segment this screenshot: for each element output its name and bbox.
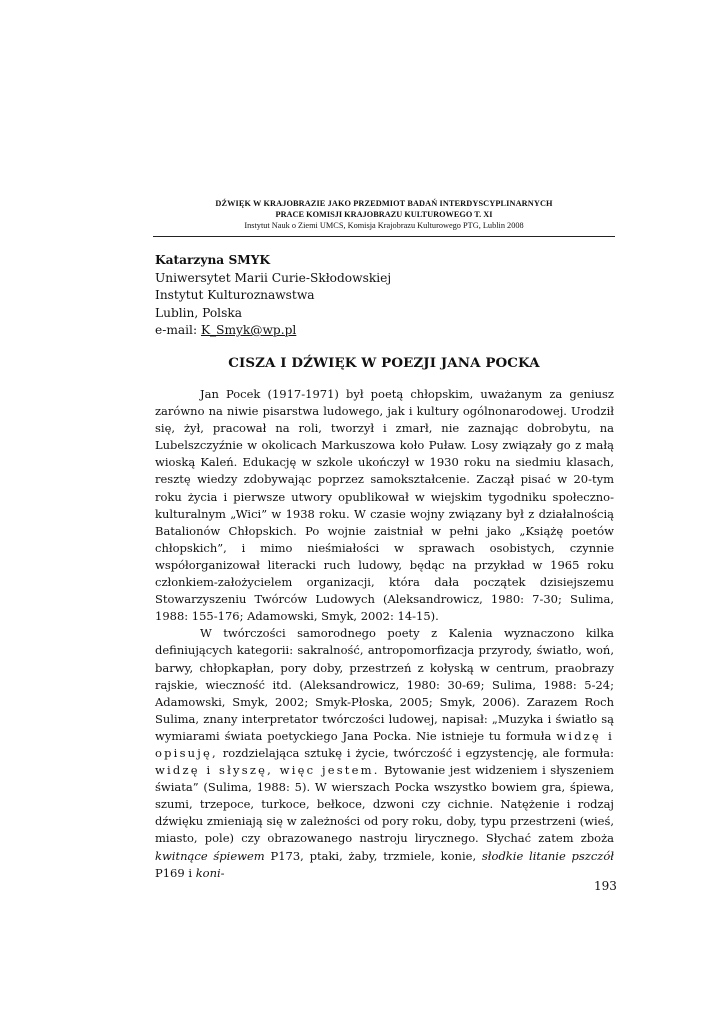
article-title: CISZA I DŹWIĘK W POEZJI JANA POCKA bbox=[228, 355, 540, 371]
paragraph-2-text-3: Bytowanie jest widzeniem i słyszeniem świata” (Sulima, 1988: 5). W wierszach Pocka wszystko bowiem gra, śpiewa, szumi, trzepoce, turkoce, bełkoce, dzwoni czy cichnie. Natężenie i rodzaj dźwięku zmieniają się w zależności od pory roku, doby, typu przestrzeni (wieś, miasto, pole) czy obrazowanego nastroju lirycznego. Słychać zatem zboża bbox=[155, 763, 614, 846]
author-university: Uniwersytet Marii Curie-Skłodowskiej bbox=[155, 270, 392, 285]
paragraph-2 bbox=[155, 625, 614, 881]
header-publisher: Instytut Nauk o Ziemi UMCS, Komisja Krajobrazu Kulturowego PTG, Lublin 2008 bbox=[244, 221, 524, 230]
author-location: Lublin, Polska bbox=[155, 305, 242, 320]
header-volume-title: DŹWIĘK W KRAJOBRAZIE JAKO PRZEDMIOT BADAŃ INTERDYSCYPLINARNYCH bbox=[215, 199, 553, 208]
header-series-title: PRACE KOMISJI KRAJOBRAZU KULTUROWEGO T. XI bbox=[275, 210, 493, 219]
paragraph-2-spaced-phrase-2: widzę i słyszę, więc jestem. bbox=[155, 763, 380, 778]
author-institute: Instytut Kulturoznawstwa bbox=[155, 288, 315, 302]
author-block bbox=[155, 252, 555, 340]
article-body bbox=[155, 386, 614, 882]
paragraph-2-text-2: rozdzielająca sztukę i życie, twórczość i egzystencję, ale formuła: bbox=[222, 745, 615, 760]
author-email-link[interactable]: K_Smyk@wp.pl bbox=[200, 323, 297, 337]
email-label: e-mail: bbox=[155, 323, 198, 337]
paragraph-1: Jan Pocek (1917-1971) był poetą chłopskim, uważanym za geniusz zarówno na niwie pisarstwa ludowego, jak i kultury ogólnonarodowej. Urodził się, żył, pracował na roli, tworzył i zmarł, nie zaznając dobrobytu, na Lubelszczyźnie w okolicach Markuszowa koło Puław. Losy związały go z małą wioską Kaleń. Edukację w szkole ukończył w 1930 roku na siedmiu klasach, resztę wiedzy zdobywając poprzez samokształcenie. Zaczął pisać w 20-tym roku życia i pierwsze utwory opublikował w wiejskim tygodniku społeczno-kulturalnym „Wici” w 1938 roku. W czasie wojny związany był z działalnością Batalionów Chłopskich. Po wojnie zaistniał w pełni jako „Książę poetów chłopskich”, i mimo nieśmiałości w sprawach osobistych, czynnie współorganizował literacki ruch ludowy, będąc na przykład w 1965 roku członkiem-założycielem organizacji, która dała początek dzisiejszemu Stowarzyszeniu Twórców Ludowych (Aleksandrowicz, 1980: 7-30; Sulima, 1988: 155-176; Adamowski, Smyk, 2002: 14-15). bbox=[155, 387, 614, 624]
header-divider bbox=[153, 236, 615, 237]
paragraph-2-italic-quote-3: koni- bbox=[195, 865, 225, 880]
paragraph-2-text-5: P169 i bbox=[155, 865, 193, 880]
author-name: Katarzyna SMYK bbox=[155, 253, 271, 267]
page-number: 193 bbox=[594, 879, 617, 893]
paragraph-2-italic-quote-2: słodkie litanie pszczół bbox=[481, 848, 615, 863]
running-header bbox=[153, 198, 615, 231]
paragraph-2-text-1: W twórczości samorodnego poety z Kalenia wyznaczono kilka definiujących kategorii: sakralność, antropomorfizacja przyrody, światło, woń, barwy, chłopkapłan, pory doby, przestrzeń z kołyską w centrum, praobrazy rajskie, wieczność itd. (Aleksandrowicz, 1980: 30-69; Sulima, 1988: 5-24; Adamowski, Smyk, 2002; Smyk-Płoska, 2005; Smyk, 2006). Zarazem Roch Sulima, znany interpretator twórczości ludowej, napisał: „Muzyka i światło są wymiarami świata poetyckiego Jana Pocka. Nie istnieje tu formuła bbox=[155, 626, 614, 743]
paragraph-2-text-4: P173, ptaki, żaby, trzmiele, konie, bbox=[270, 848, 477, 863]
author-email-line bbox=[155, 322, 555, 340]
paragraph-2-italic-quote-1: kwitnące śpiewem bbox=[155, 848, 265, 863]
paragraph-2-spaced-phrase-1: widzę i opisuję, bbox=[155, 728, 615, 760]
